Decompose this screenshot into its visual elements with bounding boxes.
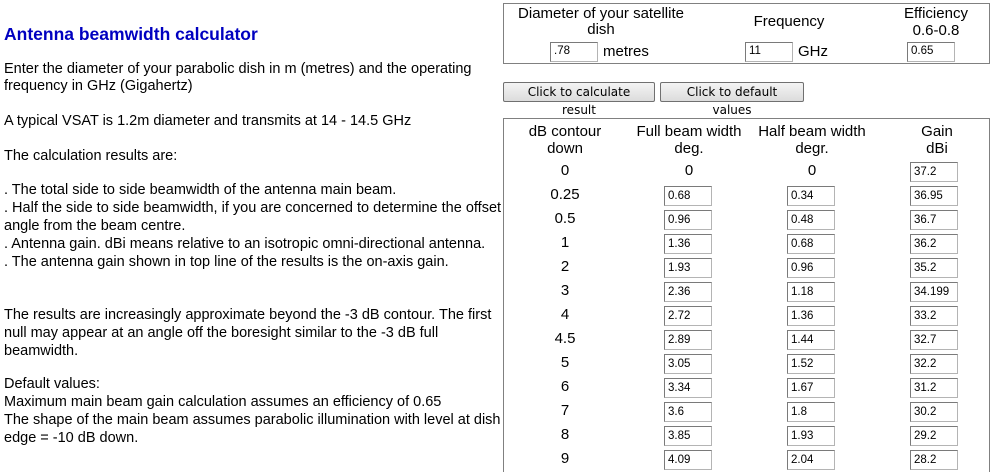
db-contour-value: 1 <box>560 234 570 251</box>
calculate-button[interactable]: Click to calculate result <box>503 82 655 102</box>
db-contour-value: 8 <box>560 426 570 443</box>
results-intro: The calculation results are: <box>4 148 178 164</box>
table-row <box>504 447 991 471</box>
db-contour-value: 2 <box>560 258 570 275</box>
efficiency-range: 0.6-0.8 <box>912 22 960 39</box>
gain-field[interactable]: 29.2 <box>910 426 958 446</box>
table-row <box>504 159 991 183</box>
full-beam-width-field[interactable]: 0.96 <box>664 210 712 230</box>
full-beam-width-field[interactable]: 3.85 <box>664 426 712 446</box>
db-contour-value: 0.5 <box>554 210 576 227</box>
full-beam-width-field[interactable]: 1.36 <box>664 234 712 254</box>
table-row <box>504 207 991 231</box>
half-beam-width-field[interactable]: 2.04 <box>787 450 835 470</box>
diameter-header: Diameter of your satellite dish <box>518 5 684 38</box>
approximation-note: The results are increasingly approximate beyond the -3 dB contour. The first null may appear at an angle off the boresight similar to the -3 dB full beamwidth. <box>4 307 492 359</box>
gain-field[interactable]: 36.7 <box>910 210 958 230</box>
db-contour-value: 3 <box>560 282 570 299</box>
results-explanation: . The total side to side beamwidth of the antenna main beam. . Half the side to side beamwidth, if you are concerned to determine the offset angle from the beam centre. . Antenna gain. dBi means relative to an isotropic omni-directional antenna. . The antenna gain shown in top line of the results is the on-axis gain. <box>4 182 502 270</box>
table-row <box>504 279 991 303</box>
table-row <box>504 423 991 447</box>
gain-field[interactable]: 35.2 <box>910 258 958 278</box>
half-beam-width-value: 0 <box>807 162 817 179</box>
db-contour-value: 4 <box>560 306 570 323</box>
table-row <box>504 327 991 351</box>
gain-field[interactable]: 37.2 <box>910 162 958 182</box>
table-row <box>504 303 991 327</box>
efficiency-header: Efficiency <box>904 5 968 22</box>
default-values-button[interactable]: Click to default values <box>660 82 804 102</box>
results-table <box>503 118 990 472</box>
efficiency-input[interactable]: 0.65 <box>907 42 955 62</box>
gain-field[interactable]: 33.2 <box>910 306 958 326</box>
db-contour-value: 5 <box>560 354 570 371</box>
page-title: Antenna beamwidth calculator <box>4 24 258 44</box>
half-beam-width-field[interactable]: 1.8 <box>787 402 835 422</box>
full-beam-width-field[interactable]: 3.6 <box>664 402 712 422</box>
gain-field[interactable]: 30.2 <box>910 402 958 422</box>
half-beam-width-field[interactable]: 1.67 <box>787 378 835 398</box>
half-beam-width-field[interactable]: 1.93 <box>787 426 835 446</box>
gain-field[interactable]: 28.2 <box>910 450 958 470</box>
frequency-header: Frequency <box>753 13 825 30</box>
frequency-input[interactable]: 11 <box>745 42 793 62</box>
header-full-beam-width: Full beam width <box>636 123 742 140</box>
frequency-unit: GHz <box>798 43 828 60</box>
full-beam-width-field[interactable]: 2.36 <box>664 282 712 302</box>
table-row <box>504 375 991 399</box>
half-beam-width-field[interactable]: 0.34 <box>787 186 835 206</box>
gain-field[interactable]: 32.7 <box>910 330 958 350</box>
table-row <box>504 183 991 207</box>
header-db-contour-unit: down <box>547 140 583 157</box>
half-beam-width-field[interactable]: 0.48 <box>787 210 835 230</box>
gain-field[interactable]: 31.2 <box>910 378 958 398</box>
gain-field[interactable]: 34.199 <box>910 282 958 302</box>
half-beam-width-field[interactable]: 1.52 <box>787 354 835 374</box>
diameter-input[interactable]: .78 <box>550 42 598 62</box>
header-full-beam-width-unit: deg. <box>674 140 704 157</box>
full-beam-width-field[interactable]: 0.68 <box>664 186 712 206</box>
default-values-note: Default values: Maximum main beam gain calculation assumes an efficiency of 0.65 The shape of the main beam assumes parabolic illumination with level at dish edge = -10 dB down. <box>4 376 501 446</box>
full-beam-width-field[interactable]: 3.05 <box>664 354 712 374</box>
full-beam-width-field[interactable]: 2.72 <box>664 306 712 326</box>
db-contour-value: 6 <box>560 378 570 395</box>
vsat-note: A typical VSAT is 1.2m diameter and transmits at 14 - 14.5 GHz <box>4 113 412 129</box>
table-row <box>504 351 991 375</box>
table-row <box>504 399 991 423</box>
half-beam-width-field[interactable]: 1.44 <box>787 330 835 350</box>
db-contour-value: 0.25 <box>550 186 580 203</box>
gain-field[interactable]: 32.2 <box>910 354 958 374</box>
header-half-beam-width: Half beam width <box>758 123 866 140</box>
db-contour-value: 7 <box>560 402 570 419</box>
half-beam-width-field[interactable]: 0.96 <box>787 258 835 278</box>
full-beam-width-field[interactable]: 3.34 <box>664 378 712 398</box>
gain-field[interactable]: 36.95 <box>910 186 958 206</box>
half-beam-width-field[interactable]: 1.36 <box>787 306 835 326</box>
diameter-unit: metres <box>603 43 649 60</box>
intro-paragraph: Enter the diameter of your parabolic dish in m (metres) and the operating frequency in GHz (Gigahertz) <box>4 61 472 94</box>
input-panel <box>503 3 990 64</box>
header-db-contour: dB contour <box>528 123 602 140</box>
db-contour-value: 9 <box>560 450 570 467</box>
header-gain: Gain <box>921 123 953 140</box>
full-beam-width-field[interactable]: 1.93 <box>664 258 712 278</box>
full-beam-width-value: 0 <box>684 162 694 179</box>
db-contour-value: 4.5 <box>554 330 576 347</box>
table-row <box>504 255 991 279</box>
db-contour-value: 0 <box>560 162 570 179</box>
half-beam-width-field[interactable]: 1.18 <box>787 282 835 302</box>
header-half-beam-width-unit: degr. <box>795 140 829 157</box>
header-gain-unit: dBi <box>926 140 948 157</box>
table-row <box>504 231 991 255</box>
gain-field[interactable]: 36.2 <box>910 234 958 254</box>
full-beam-width-field[interactable]: 2.89 <box>664 330 712 350</box>
half-beam-width-field[interactable]: 0.68 <box>787 234 835 254</box>
full-beam-width-field[interactable]: 4.09 <box>664 450 712 470</box>
